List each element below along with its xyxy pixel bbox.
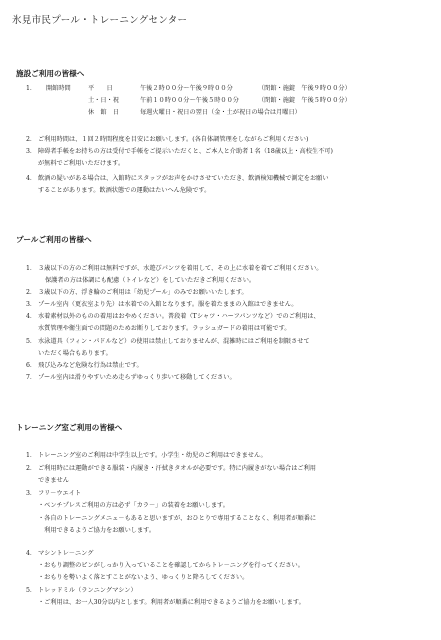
training-section-title: トレーニング室ご利用の皆様へ <box>16 423 123 432</box>
hours-number: 1． <box>26 85 37 92</box>
hours-heading: 開館時間 <box>46 85 71 92</box>
page-title: 氷見市民プール・トレーニングセンター <box>12 15 188 26</box>
pool-section-title: プールご利用の皆様へ <box>16 235 92 244</box>
facility-section-title: 施設ご利用の皆様へ <box>16 69 85 78</box>
